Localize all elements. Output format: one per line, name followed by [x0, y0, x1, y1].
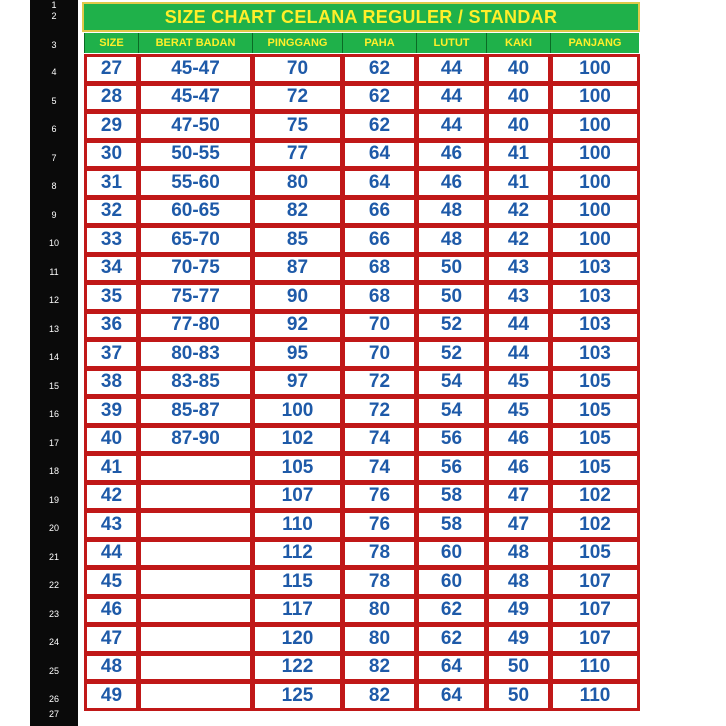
row-number: 8: [51, 181, 57, 192]
table-cell: 70: [342, 311, 417, 341]
table-cell: 45-47: [138, 83, 253, 113]
row-number: 24: [48, 637, 59, 648]
size-cell: 48: [84, 653, 139, 683]
row-number: 27: [48, 709, 59, 719]
size-cell: 40: [84, 425, 139, 455]
size-cell: 39: [84, 396, 139, 426]
table-cell: 105: [550, 425, 640, 455]
table-cell: 103: [550, 339, 640, 369]
table-cell: 47-50: [138, 111, 253, 141]
table-cell: 43: [486, 282, 551, 312]
table-cell: 80: [342, 624, 417, 654]
table-cell: 72: [342, 396, 417, 426]
table-cell: [138, 567, 253, 597]
row-number: 20: [48, 523, 59, 534]
row-number: 18: [48, 466, 59, 477]
row-number: 25: [48, 665, 59, 676]
table-cell: 102: [550, 510, 640, 540]
table-cell: 47: [486, 482, 551, 512]
table-cell: 56: [416, 453, 487, 483]
table-cell: 77-80: [138, 311, 253, 341]
table-cell: [138, 539, 253, 569]
table-cell: 70: [342, 339, 417, 369]
table-cell: 107: [550, 596, 640, 626]
table-cell: 62: [342, 111, 417, 141]
header-row: [84, 33, 639, 53]
table-cell: 80: [252, 168, 343, 198]
table-cell: 107: [550, 624, 640, 654]
table-cell: 122: [252, 653, 343, 683]
size-cell: 29: [84, 111, 139, 141]
table-cell: 45-47: [138, 54, 253, 84]
row-number: 1: [51, 0, 57, 10]
table-cell: 100: [550, 54, 640, 84]
row-number: 5: [51, 95, 57, 106]
table-cell: [138, 510, 253, 540]
table-cell: 50-55: [138, 140, 253, 170]
table-cell: 107: [550, 567, 640, 597]
table-cell: 40: [486, 54, 551, 84]
table-cell: 110: [550, 681, 640, 711]
table-cell: 76: [342, 510, 417, 540]
table-cell: [138, 653, 253, 683]
table-cell: 102: [550, 482, 640, 512]
table-cell: 45: [486, 368, 551, 398]
size-cell: 35: [84, 282, 139, 312]
row-number: 9: [51, 209, 57, 220]
table-cell: 41: [486, 168, 551, 198]
size-cell: 27: [84, 54, 139, 84]
table-cell: 105: [550, 539, 640, 569]
table-cell: [138, 624, 253, 654]
column-header: SIZE: [84, 33, 138, 53]
table-cell: 100: [550, 168, 640, 198]
table-cell: 54: [416, 396, 487, 426]
row-number: 7: [51, 152, 57, 163]
table-cell: 75: [252, 111, 343, 141]
table-cell: 48: [486, 567, 551, 597]
table-cell: 85-87: [138, 396, 253, 426]
table-cell: 64: [342, 140, 417, 170]
table-cell: 75-77: [138, 282, 253, 312]
table-cell: 87: [252, 254, 343, 284]
row-number: 13: [48, 323, 59, 334]
table-cell: 66: [342, 225, 417, 255]
column-header: PANJANG: [550, 33, 639, 53]
row-number: 15: [48, 380, 59, 391]
row-number: 21: [48, 551, 59, 562]
size-cell: 44: [84, 539, 139, 569]
table-cell: 44: [486, 311, 551, 341]
table-cell: 48: [416, 225, 487, 255]
table-cell: 72: [252, 83, 343, 113]
table-cell: 60: [416, 567, 487, 597]
size-cell: 43: [84, 510, 139, 540]
table-cell: 46: [486, 453, 551, 483]
table-cell: 97: [252, 368, 343, 398]
table-cell: 41: [486, 140, 551, 170]
size-cell: 37: [84, 339, 139, 369]
row-number: 4: [51, 67, 57, 78]
table-cell: 100: [550, 111, 640, 141]
table-cell: 68: [342, 254, 417, 284]
table-cell: 47: [486, 510, 551, 540]
table-cell: 46: [416, 168, 487, 198]
table-cell: 50: [486, 681, 551, 711]
table-cell: 49: [486, 624, 551, 654]
table-cell: 85: [252, 225, 343, 255]
table-cell: 100: [550, 83, 640, 113]
table-cell: 64: [416, 681, 487, 711]
table-cell: 46: [486, 425, 551, 455]
row-number: 16: [48, 409, 59, 420]
column-header: BERAT BADAN: [138, 33, 252, 53]
table-cell: 105: [550, 453, 640, 483]
table-cell: 95: [252, 339, 343, 369]
table-cell: 100: [550, 140, 640, 170]
table-cell: 62: [416, 596, 487, 626]
table-cell: 77: [252, 140, 343, 170]
table-cell: 43: [486, 254, 551, 284]
table-cell: 100: [550, 197, 640, 227]
table-cell: 110: [252, 510, 343, 540]
table-cell: 52: [416, 311, 487, 341]
table-cell: 58: [416, 482, 487, 512]
size-cell: 30: [84, 140, 139, 170]
chart-title: SIZE CHART CELANA REGULER / STANDAR: [82, 2, 640, 32]
table-cell: 80-83: [138, 339, 253, 369]
table-cell: 72: [342, 368, 417, 398]
table-cell: 70: [252, 54, 343, 84]
table-cell: 100: [550, 225, 640, 255]
table-cell: 55-60: [138, 168, 253, 198]
table-cell: 115: [252, 567, 343, 597]
table-cell: 103: [550, 311, 640, 341]
table-cell: 48: [486, 539, 551, 569]
table-cell: 44: [416, 111, 487, 141]
row-number: 23: [48, 608, 59, 619]
table-cell: 46: [416, 140, 487, 170]
size-cell: 46: [84, 596, 139, 626]
table-cell: 82: [342, 653, 417, 683]
table-cell: 74: [342, 453, 417, 483]
table-cell: 44: [416, 83, 487, 113]
size-cell: 31: [84, 168, 139, 198]
table-cell: 48: [416, 197, 487, 227]
table-cell: 42: [486, 197, 551, 227]
row-number: 12: [48, 295, 59, 306]
table-cell: 56: [416, 425, 487, 455]
column-header: KAKI: [486, 33, 550, 53]
table-cell: 62: [416, 624, 487, 654]
row-number: 11: [49, 266, 59, 277]
table-cell: 120: [252, 624, 343, 654]
table-cell: 102: [252, 425, 343, 455]
size-cell: 36: [84, 311, 139, 341]
table-cell: 64: [416, 653, 487, 683]
table-cell: 105: [550, 368, 640, 398]
table-cell: 103: [550, 282, 640, 312]
table-cell: 83-85: [138, 368, 253, 398]
table-cell: [138, 596, 253, 626]
column-header: PINGGANG: [252, 33, 342, 53]
table-cell: 60: [416, 539, 487, 569]
size-cell: 47: [84, 624, 139, 654]
table-cell: 70-75: [138, 254, 253, 284]
table-cell: 74: [342, 425, 417, 455]
column-header: LUTUT: [416, 33, 486, 53]
table-cell: 68: [342, 282, 417, 312]
table-cell: 60-65: [138, 197, 253, 227]
row-number: 3: [51, 40, 57, 50]
size-cell: 49: [84, 681, 139, 711]
table-cell: 50: [416, 282, 487, 312]
table-cell: [138, 453, 253, 483]
table-cell: 103: [550, 254, 640, 284]
column-header: PAHA: [342, 33, 416, 53]
table-cell: 50: [416, 254, 487, 284]
table-cell: [138, 482, 253, 512]
table-cell: 54: [416, 368, 487, 398]
table-cell: 76: [342, 482, 417, 512]
row-number: 6: [51, 124, 57, 135]
table-cell: 62: [342, 54, 417, 84]
table-cell: 66: [342, 197, 417, 227]
table-cell: 44: [416, 54, 487, 84]
table-cell: 45: [486, 396, 551, 426]
table-cell: 82: [252, 197, 343, 227]
table-cell: 64: [342, 168, 417, 198]
table-cell: 105: [550, 396, 640, 426]
table-cell: 82: [342, 681, 417, 711]
row-number: 2: [51, 11, 57, 21]
table-cell: 87-90: [138, 425, 253, 455]
table-cell: 110: [550, 653, 640, 683]
row-number-column: [30, 0, 78, 726]
table-cell: 50: [486, 653, 551, 683]
table-cell: [138, 681, 253, 711]
table-cell: 117: [252, 596, 343, 626]
size-cell: 42: [84, 482, 139, 512]
size-cell: 41: [84, 453, 139, 483]
table-cell: 78: [342, 567, 417, 597]
table-cell: 62: [342, 83, 417, 113]
table-cell: 105: [252, 453, 343, 483]
table-cell: 40: [486, 111, 551, 141]
table-cell: 40: [486, 83, 551, 113]
row-number: 19: [48, 494, 59, 505]
table-cell: 52: [416, 339, 487, 369]
table-cell: 65-70: [138, 225, 253, 255]
table-cell: 125: [252, 681, 343, 711]
row-number: 26: [48, 694, 59, 705]
size-cell: 38: [84, 368, 139, 398]
row-number: 14: [48, 352, 59, 363]
table-cell: 49: [486, 596, 551, 626]
table-cell: 100: [252, 396, 343, 426]
table-cell: 92: [252, 311, 343, 341]
size-cell: 45: [84, 567, 139, 597]
table-cell: 44: [486, 339, 551, 369]
size-cell: 33: [84, 225, 139, 255]
size-cell: 32: [84, 197, 139, 227]
table-cell: 112: [252, 539, 343, 569]
row-number: 10: [48, 238, 59, 249]
size-cell: 34: [84, 254, 139, 284]
table-cell: 107: [252, 482, 343, 512]
table-cell: 42: [486, 225, 551, 255]
table-cell: 90: [252, 282, 343, 312]
size-cell: 28: [84, 83, 139, 113]
row-number: 17: [48, 437, 59, 448]
table-cell: 80: [342, 596, 417, 626]
table-cell: 58: [416, 510, 487, 540]
table-cell: 78: [342, 539, 417, 569]
row-number: 22: [48, 580, 59, 591]
